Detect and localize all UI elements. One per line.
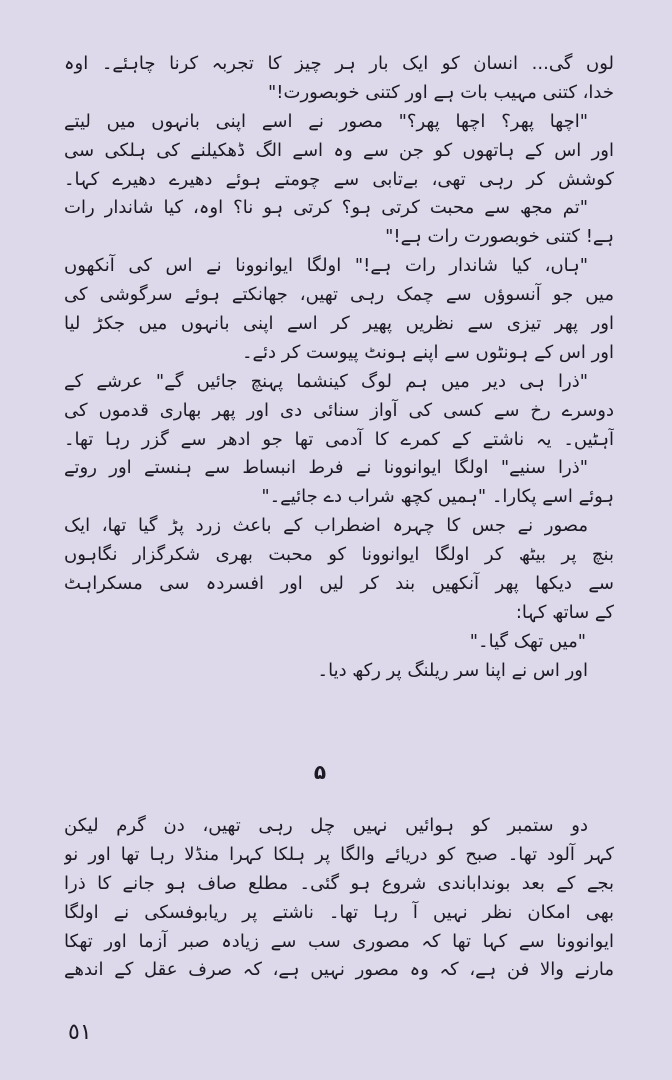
- text-line: ہوئے اسے پکارا۔ "ہمیں کچھ شراب دے جائیے۔": [261, 486, 614, 508]
- chapter-text-top: [64, 50, 614, 686]
- text-line: "تم مجھ سے محبت کرتی ہو؟ کرتی ہو نا؟ اوہ، کیا شاندار رات: [64, 197, 588, 219]
- chapter-text-bottom: [64, 812, 614, 985]
- text-line: ایوانوونا سے کہا تھا کہ مصوری سب سے زیادہ صبر آزما اور تھکا: [64, 930, 614, 952]
- text-line: کے ساتھ کہا:: [515, 601, 614, 623]
- text-line: "میں تھک گیا۔": [469, 630, 586, 652]
- text-line: مصور نے جس کا چہرہ اضطراب کے باعث زرد پڑ گیا تھا، ایک: [64, 515, 588, 537]
- text-line: اور پھر تیزی سے نظریں پھیر کر اسے اپنی بانہوں میں جکڑ لیا: [64, 313, 614, 335]
- text-line: کوشش کر رہی تھی، بےتابی سے چومتے ہوئے دھیرے دھیرے کہا۔: [64, 168, 614, 190]
- text-line: "ذرا ہی دیر میں ہم لوگ کینشما پہنچ جائیں گے" عرشے کے: [64, 370, 588, 392]
- text-line: خدا، کتنی مہیب بات ہے اور کتنی خوبصورت!": [268, 81, 614, 103]
- text-line: لوں گی... انسان کو ایک بار ہر چیز کا تجربہ کرنا چاہئے۔ اوہ: [64, 53, 614, 74]
- text-line: ہے! کتنی خوبصورت رات ہے!": [385, 226, 614, 248]
- text-line: اور اس کے ہونٹوں سے اپنے ہونٹ پیوست کر دئے۔: [241, 341, 614, 363]
- text-line: میں جو آنسوؤں سے چمک رہی تھیں، جھانکتے ہوئے سرگوشی کی: [64, 284, 614, 306]
- text-line: "ذرا سنیے" اولگا ایوانوونا نے فرط انبساط سے ہنستے اور روتے: [64, 457, 588, 479]
- text-line: مارنے والا فن ہے، کہ وہ مصور نہیں ہے، کہ صرف عقل کے اندھے: [64, 959, 614, 981]
- text-line: دو ستمبر کو ہوائیں نہیں چل رہی تھیں، دن گرم لیکن: [64, 815, 588, 836]
- page-number: ٥١: [68, 1020, 92, 1045]
- text-line: بجے کے بعد بونداباندی شروع ہو گئی۔ مطلع صاف ہو جانے کا ذرا: [64, 872, 614, 894]
- text-line: بنچ پر بیٹھ کر اولگا ایوانوونا کو محبت بھری شکرگزار نگاہوں: [64, 544, 614, 566]
- text-line: بھی امکان نظر نہیں آ رہا تھا۔ ناشتے پر ریابوفسکی نے اولگا: [64, 901, 614, 923]
- text-line: اور اس نے اپنا سر ریلنگ پر رکھ دیا۔: [317, 659, 588, 681]
- section-number: ۵: [313, 760, 327, 784]
- text-line: "ہاں، کیا شاندار رات ہے!" اولگا ایوانوونا نے اس کی آنکھوں: [64, 255, 588, 277]
- text-line: اور اس کے ہاتھوں کو جن سے وہ اسے الگ ڈھکیلنے کی ہلکی سی: [64, 139, 614, 161]
- text-line: "اچھا پھر؟ اچھا پھر؟" مصور نے اسے اپنی بانہوں میں لیتے: [64, 110, 588, 132]
- text-line: سے دیکھا پھر آنکھیں بند کر لیں اور افسردہ سی مسکراہٹ: [64, 573, 614, 595]
- text-line: دوسرے رخ سے کسی کی آواز سنائی دی اور پھر بھاری قدموں کی: [64, 399, 614, 421]
- text-line: کہر آلود تھا۔ صبح کو دریائے والگا پر ہلکا کہرا منڈلا رہا تھا اور نو: [64, 843, 614, 865]
- text-line: آہٹیں۔ یہ ناشتے کے کمرے کا آدمی تھا جو ادھر سے گزر رہا تھا۔: [64, 428, 614, 450]
